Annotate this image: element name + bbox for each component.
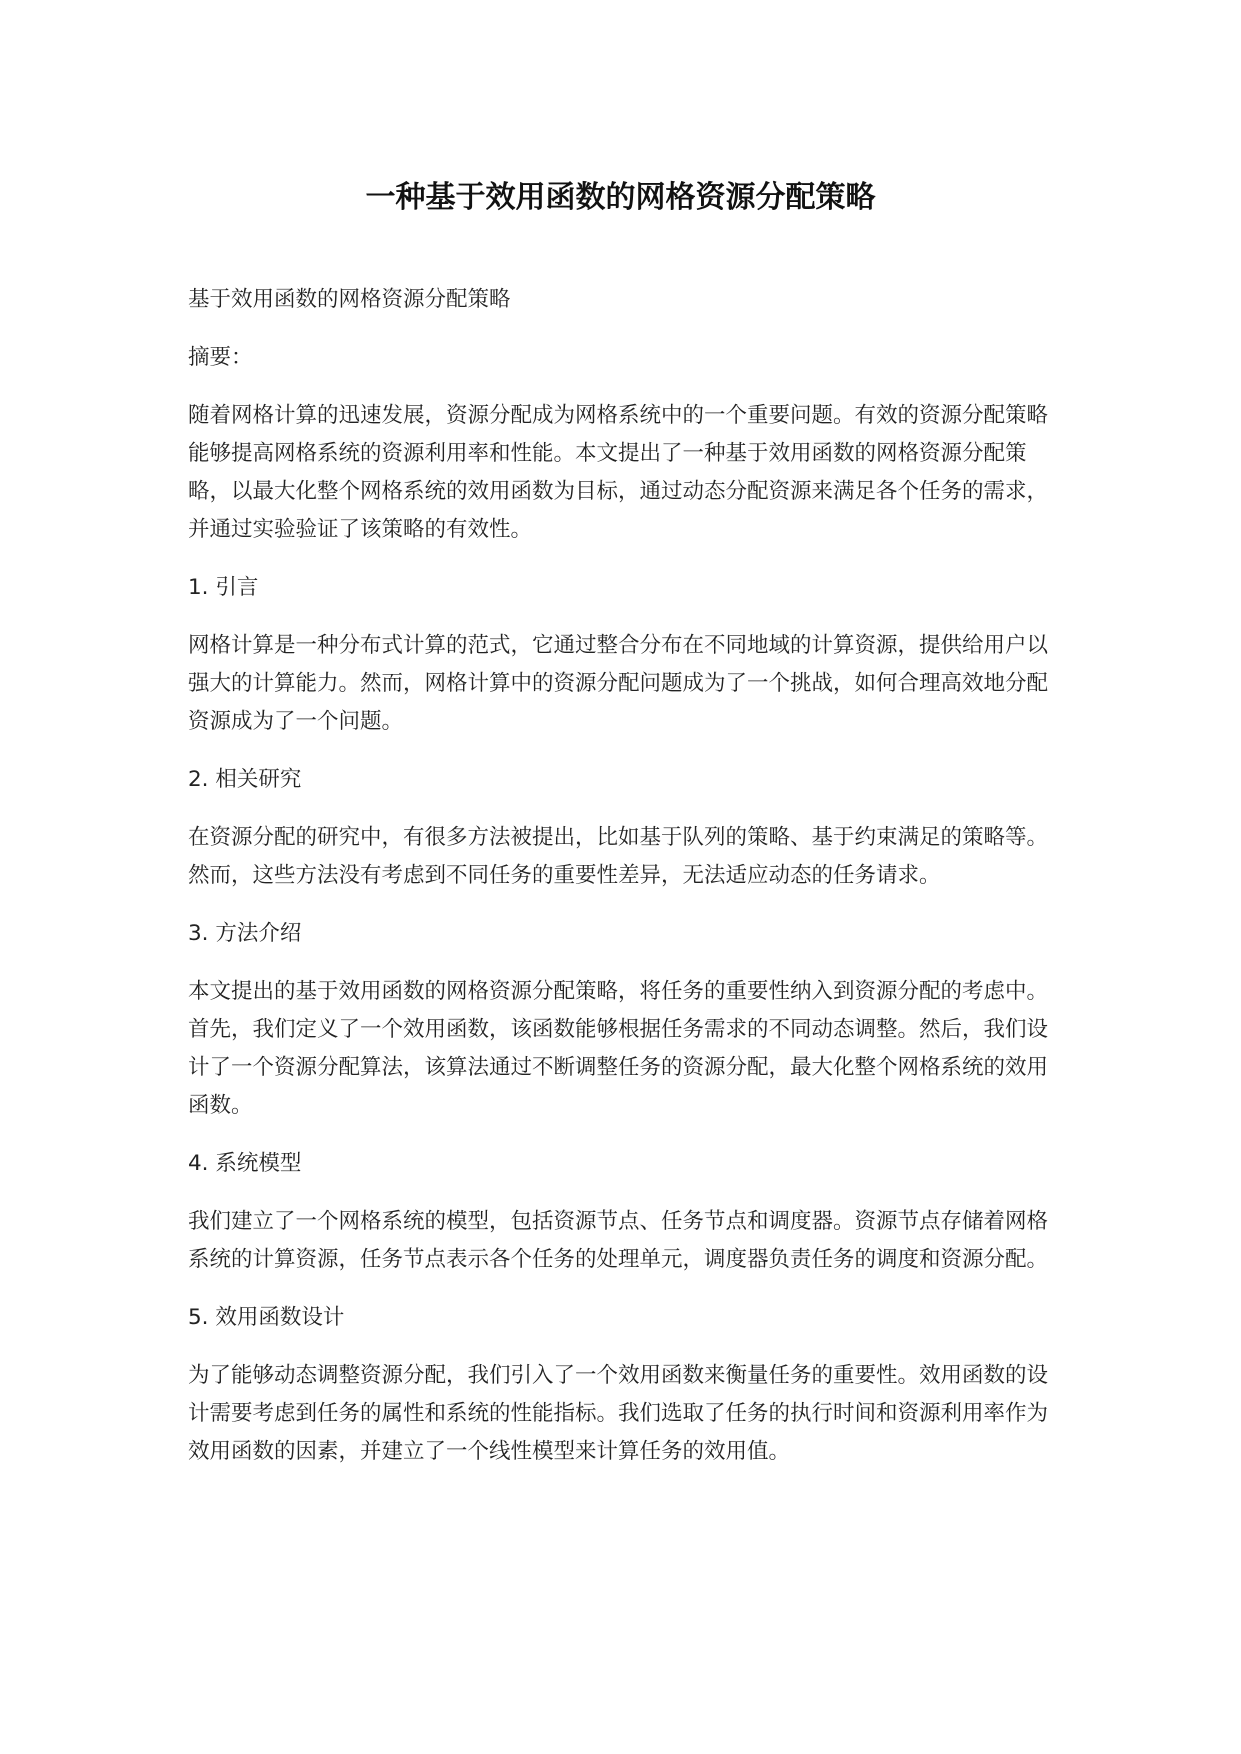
section-heading-related-work: 2. 相关研究 [188,767,302,792]
abstract-text: 随着网格计算的迅速发展，资源分配成为网格系统中的一个重要问题。有效的资源分配策略能够提高网格系统的资源利用率和性能。本文提出了一种基于效用函数的网格资源分配策略，以最大化整个网格系统的效用函数为目标，通过动态分配资源来满足各个任务的需求，并通过实验验证了该策略的有效性。 [188,403,1049,542]
section-text-method: 本文提出的基于效用函数的网格资源分配策略，将任务的重要性纳入到资源分配的考虑中。首先，我们定义了一个效用函数，该函数能够根据任务需求的不同动态调整。然后，我们设计了一个资源分配算法，该算法通过不断调整任务的资源分配，最大化整个网格系统的效用函数。 [188,979,1049,1118]
document-title: 一种基于效用函数的网格资源分配策略 [365,180,876,215]
section-text-related-work: 在资源分配的研究中，有很多方法被提出，比如基于队列的策略、基于约束满足的策略等。然而，这些方法没有考虑到不同任务的重要性差异，无法适应动态的任务请求。 [188,825,1049,888]
section-heading-system-model: 4. 系统模型 [188,1151,302,1176]
subtitle: 基于效用函数的网格资源分配策略 [188,287,511,312]
abstract-label: 摘要： [188,345,253,370]
document-body [188,281,1068,1491]
section-heading-method: 3. 方法介绍 [188,921,302,946]
section-text-introduction: 网格计算是一种分布式计算的范式，它通过整合分布在不同地域的计算资源，提供给用户以强大的计算能力。然而，网格计算中的资源分配问题成为了一个挑战，如何合理高效地分配资源成为了一个问题。 [188,633,1049,734]
section-heading-introduction: 1. 引言 [188,575,259,600]
section-text-system-model: 我们建立了一个网格系统的模型，包括资源节点、任务节点和调度器。资源节点存储着网格系统的计算资源，任务节点表示各个任务的处理单元，调度器负责任务的调度和资源分配。 [188,1209,1049,1272]
section-text-utility-design: 为了能够动态调整资源分配，我们引入了一个效用函数来衡量任务的重要性。效用函数的设计需要考虑到任务的属性和系统的性能指标。我们选取了任务的执行时间和资源利用率作为效用函数的因素，并建立了一个线性模型来计算任务的效用值。 [188,1363,1049,1464]
section-heading-utility-design: 5. 效用函数设计 [188,1305,345,1330]
